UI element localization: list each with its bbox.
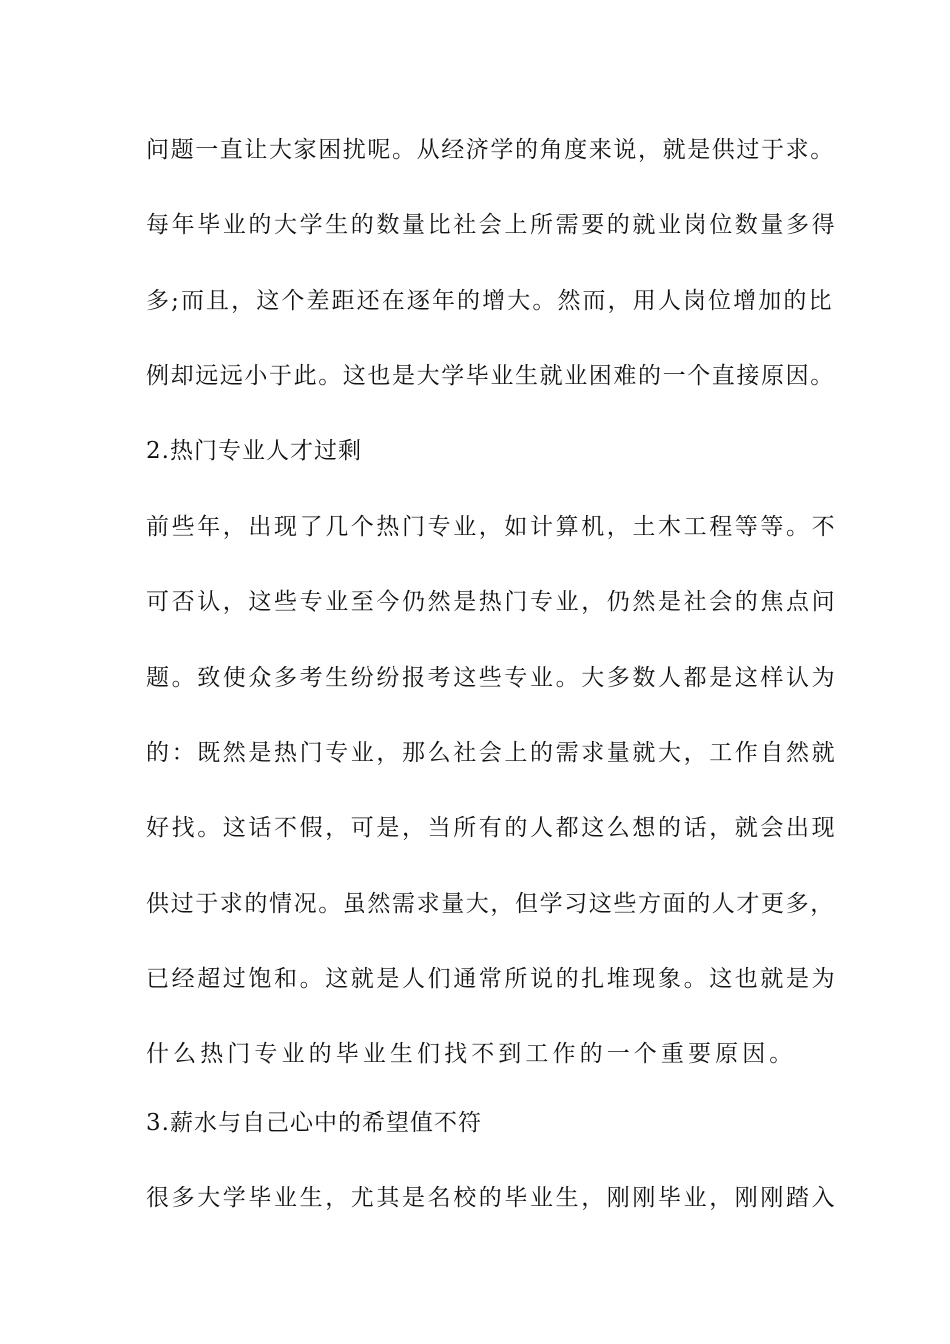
paragraph-line: 多;而且，这个差距还在逐年的增大。然而，用人岗位增加的比 <box>146 288 834 314</box>
paragraph-line: 供过于求的情况。虽然需求量大，但学习这些方面的人才更多， <box>146 891 835 917</box>
paragraph-line: 什么热门专业的毕业生们找不到工作的一个重要原因。 <box>146 1041 797 1067</box>
paragraph-line: 每年毕业的大学生的数量比社会上所需要的就业岗位数量多得 <box>146 212 838 238</box>
paragraph-line: 可否认，这些专业至今仍然是热门专业，仍然是社会的焦点问 <box>146 589 838 615</box>
paragraph-line: 例却远远小于此。这也是大学毕业生就业困难的一个直接原因。 <box>146 363 835 389</box>
section-heading: 3.薪水与自己心中的希望值不符 <box>146 1110 482 1136</box>
paragraph-line: 已经超过饱和。这就是人们通常所说的扎堆现象。这也就是为 <box>146 966 838 992</box>
paragraph-line: 很多大学毕业生，尤其是名校的毕业生，刚刚毕业，刚刚踏入 <box>146 1185 838 1211</box>
paragraph-line: 的：既然是热门专业，那么社会上的需求量就大，工作自然就 <box>146 740 838 766</box>
paragraph-line: 好找。这话不假，可是，当所有的人都这么想的话，就会出现 <box>146 815 838 841</box>
paragraph-line: 前些年，出现了几个热门专业，如计算机，土木工程等等。不 <box>146 514 838 540</box>
paragraph-line: 题。致使众多考生纷纷报考这些专业。大多数人都是这样认为 <box>146 665 838 691</box>
section-heading: 2.热门专业人才过剩 <box>146 438 362 464</box>
paragraph-line: 问题一直让大家困扰呢。从经济学的角度来说，就是供过于求。 <box>146 137 835 163</box>
